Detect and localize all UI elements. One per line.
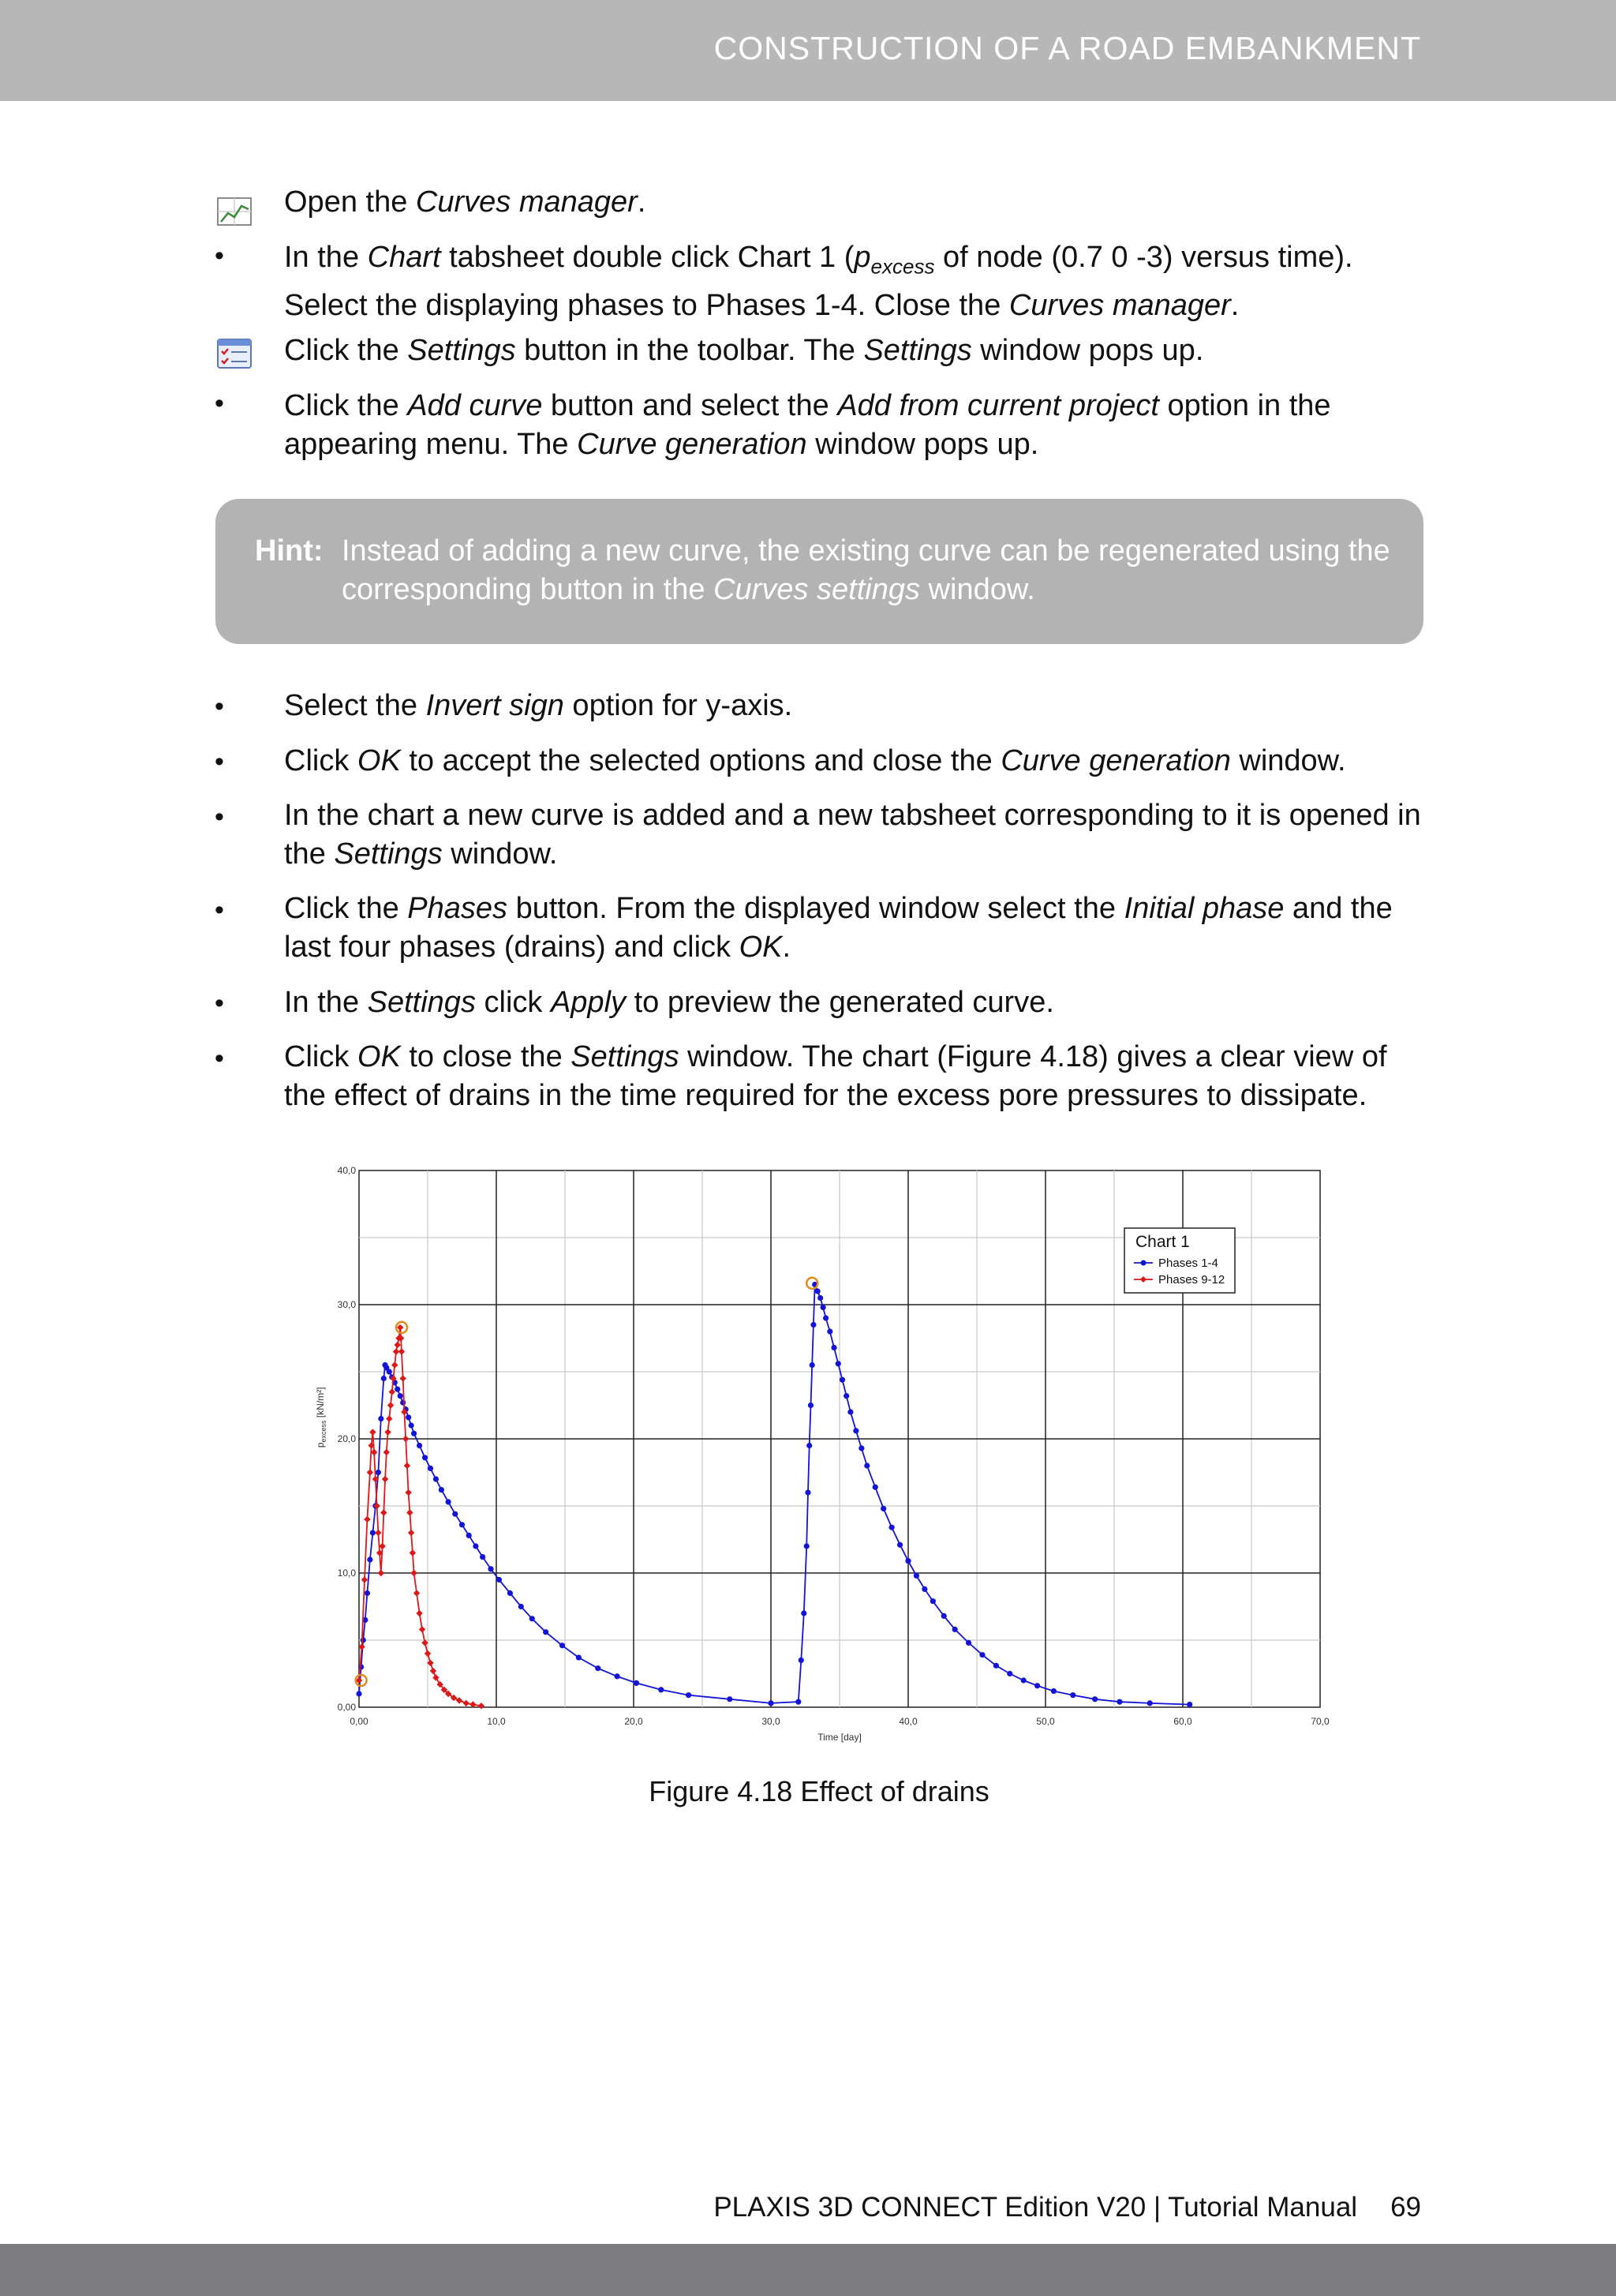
series-point-1 (864, 1463, 870, 1468)
figure-caption: Figure 4.18 Effect of drains (649, 1775, 989, 1807)
bullet: • (215, 747, 224, 777)
bullet: • (215, 1043, 224, 1073)
legend-title: Chart 1 (1135, 1233, 1190, 1251)
series-point-1 (840, 1377, 845, 1383)
series-point-1 (815, 1288, 821, 1294)
legend-marker-1 (1141, 1260, 1147, 1266)
x-axis-label: Time [day] (817, 1732, 862, 1743)
series-point-1 (914, 1573, 919, 1579)
series-point-1 (595, 1665, 600, 1671)
series-point-1 (801, 1610, 806, 1616)
series-point-1 (559, 1642, 565, 1648)
series-point-1 (367, 1556, 372, 1562)
step-open-curves-manager: Open the Curves manager. (284, 185, 646, 219)
series-point-1 (881, 1506, 886, 1511)
footer-text: PLAXIS 3D CONNECT Edition V20 | Tutorial Manual (713, 2192, 1358, 2223)
series-point-1 (376, 1470, 381, 1475)
series-point-1 (480, 1554, 485, 1560)
series-point-1 (381, 1376, 387, 1381)
series-point-1 (433, 1476, 439, 1481)
series-point-1 (452, 1511, 458, 1517)
page-footer (713, 2192, 1421, 2223)
y-tick-label: 10,0 (337, 1567, 356, 1579)
series-point-1 (1034, 1683, 1040, 1688)
series-point-1 (941, 1613, 947, 1619)
series-point-1 (446, 1499, 451, 1504)
step-click-ok: Click OK to accept the selected options and close the Curve generation window. (284, 744, 1346, 777)
series-point-1 (406, 1414, 411, 1420)
series-point-1 (799, 1657, 804, 1663)
legend-entry-1: Phases 1-4 (1158, 1257, 1218, 1270)
series-point-1 (428, 1466, 433, 1471)
series-point-1 (817, 1295, 823, 1301)
series-point-1 (821, 1305, 826, 1310)
series-point-1 (576, 1655, 582, 1661)
series-point-1 (823, 1315, 829, 1320)
series-point-1 (853, 1428, 858, 1433)
bullet: • (215, 895, 224, 925)
step-close-settings: Click OK to close the Settings window. The chart (Figure 4.18) gives a clear view of the effect of drains in the time required for the excess pore pressures to dissipate. (284, 1040, 1387, 1112)
series-point-1 (1021, 1677, 1027, 1683)
series-point-1 (836, 1361, 841, 1366)
bullet: • (215, 802, 224, 832)
series-point-1 (378, 1416, 383, 1421)
step-click-phases: Click the Phases button. From the displayed window select the Initial phase and the last four phases (drains) and click OK. (284, 892, 1393, 964)
x-tick-label: 10,0 (487, 1716, 506, 1727)
series-point-1 (473, 1543, 478, 1549)
series-point-1 (810, 1322, 816, 1328)
series-point-1 (615, 1673, 620, 1679)
series-point-1 (1070, 1692, 1075, 1698)
series-point-1 (727, 1696, 732, 1702)
series-point-1 (1147, 1700, 1153, 1706)
series-point-1 (768, 1700, 773, 1706)
series-point-1 (356, 1691, 361, 1696)
series-point-1 (804, 1543, 810, 1549)
x-tick-label: 30,0 (761, 1716, 780, 1727)
series-point-1 (507, 1590, 513, 1596)
series-point-1 (634, 1680, 639, 1686)
series-point-1 (543, 1629, 548, 1635)
series-point-1 (1051, 1688, 1057, 1694)
series-point-1 (808, 1403, 814, 1408)
series-point-1 (806, 1443, 812, 1448)
page-number: 69 (1390, 2192, 1421, 2223)
step-new-curve-added: In the chart a new curve is added and a new tabsheet corresponding to it is opened in the Settings window. (284, 799, 1421, 871)
series-point-1 (847, 1409, 853, 1414)
series-point-1 (409, 1422, 414, 1428)
y-tick-label: 40,0 (337, 1165, 356, 1176)
series-point-1 (496, 1577, 502, 1582)
x-tick-label: 40,0 (899, 1716, 918, 1727)
series-point-1 (361, 1637, 366, 1642)
page-footer-bar (0, 2244, 1616, 2296)
series-point-1 (365, 1590, 370, 1596)
series-point-1 (897, 1542, 903, 1548)
series-point-1 (358, 1664, 364, 1669)
series-point-1 (518, 1604, 524, 1609)
hint-box (215, 499, 1423, 644)
x-tick-label: 70,0 (1311, 1716, 1330, 1727)
series-point-1 (952, 1627, 958, 1632)
hint-label: Hint: (255, 534, 324, 567)
series-point-1 (422, 1455, 428, 1460)
series-point-1 (387, 1369, 392, 1374)
series-point-1 (905, 1558, 911, 1564)
series-point-1 (922, 1586, 927, 1592)
series-point-1 (1007, 1671, 1012, 1676)
series-point-1 (889, 1525, 895, 1530)
drains-effect-chart (308, 1154, 1341, 1754)
series-point-1 (411, 1431, 417, 1436)
y-tick-label: 20,0 (337, 1433, 356, 1444)
legend-entry-2: Phases 9-12 (1158, 1273, 1225, 1287)
series-point-1 (395, 1387, 400, 1392)
chapter-title: CONSTRUCTION OF A ROAD EMBANKMENT (713, 30, 1421, 66)
step-add-curve: Click the Add curve button and select the Add from current project option in the appearing menu. The Curve generation window pops up. (284, 389, 1331, 461)
series-point-1 (979, 1652, 985, 1657)
series-point-1 (686, 1692, 691, 1698)
series-point-1 (398, 1393, 403, 1399)
series-point-1 (858, 1445, 864, 1451)
bullet: • (215, 388, 224, 418)
y-axis-label: $p_{excess}$ [kN/m²] (315, 1387, 327, 1448)
series-point-1 (459, 1522, 465, 1527)
series-point-1 (1092, 1696, 1098, 1702)
series-point-1 (831, 1345, 836, 1350)
series-point-1 (873, 1485, 878, 1490)
step-apply: In the Settings click Apply to preview the generated curve. (284, 986, 1054, 1019)
x-tick-label: 0,00 (350, 1716, 368, 1727)
series-point-1 (439, 1487, 444, 1493)
series-point-1 (930, 1598, 936, 1604)
series-point-1 (795, 1699, 801, 1705)
bullet: • (215, 691, 224, 721)
series-point-1 (1117, 1699, 1122, 1705)
curves-manager-icon (215, 196, 253, 227)
x-tick-label: 60,0 (1173, 1716, 1192, 1727)
series-point-1 (993, 1663, 999, 1669)
series-point-1 (370, 1530, 376, 1535)
series-point-1 (417, 1443, 422, 1448)
bullet: • (215, 988, 224, 1018)
page-header-bar (0, 0, 1616, 101)
x-tick-label: 20,0 (624, 1716, 643, 1727)
series-point-1 (805, 1489, 810, 1495)
step-invert-sign: Select the Invert sign option for y-axis. (284, 689, 793, 722)
series-point-1 (1187, 1702, 1192, 1707)
step-double-click-chart: In the Chart tabsheet double click Chart 1 ($p_{excess}$ of node (0.7 0 -3) versus time). Select the displaying phases to Phases 1-4. Close the Curves manager. (284, 241, 1353, 322)
y-tick-label: 30,0 (337, 1299, 356, 1310)
series-point-1 (966, 1640, 971, 1646)
bullet: • (215, 241, 224, 271)
settings-icon (215, 338, 253, 369)
hint-text: Instead of adding a new curve, the existing curve can be regenerated using the corresponding button in the Curves settings window. (342, 534, 1390, 606)
series-point-1 (488, 1566, 493, 1571)
series-point-1 (400, 1400, 406, 1406)
series-point-1 (844, 1393, 849, 1399)
series-point-1 (529, 1616, 535, 1621)
x-tick-label: 50,0 (1036, 1716, 1055, 1727)
step-click-settings: Click the Settings button in the toolbar. The Settings window pops up. (284, 334, 1204, 367)
series-point-1 (466, 1533, 472, 1538)
series-point-1 (658, 1687, 664, 1692)
y-tick-label: 0,00 (337, 1702, 356, 1713)
series-point-1 (810, 1362, 815, 1368)
series-point-1 (827, 1328, 832, 1334)
